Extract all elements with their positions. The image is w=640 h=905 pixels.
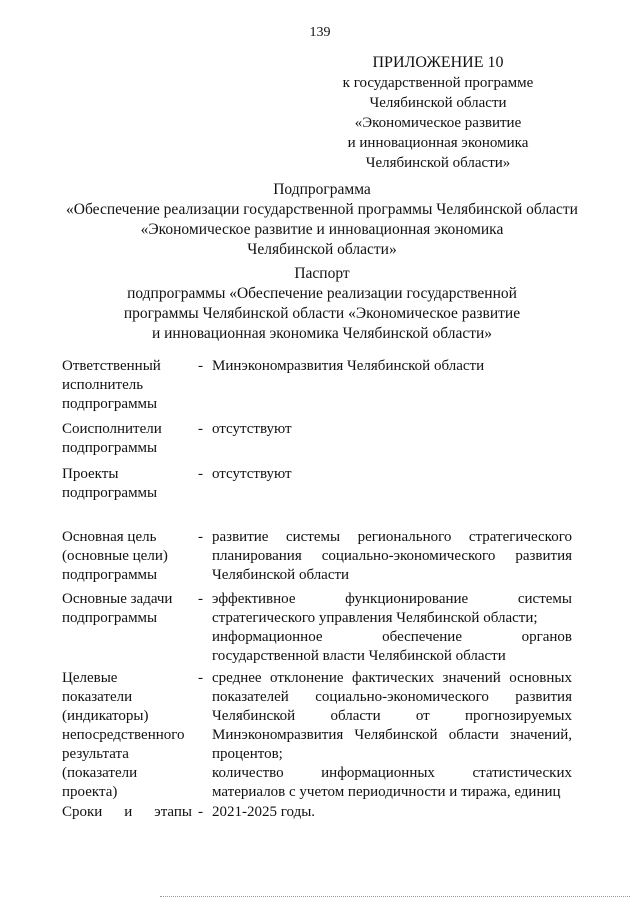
row-dash: -	[198, 670, 203, 686]
footer-divider	[160, 896, 630, 897]
value-line: эффективное функционирование системы	[212, 591, 572, 607]
page-number: 139	[309, 25, 331, 40]
value-line: Минэкономразвития Челябинской области значений,	[212, 727, 572, 743]
passport-line: и инновационная экономика Челябинской области»	[151, 325, 493, 342]
row-value	[212, 465, 572, 484]
appendix-line: «Экономическое развитие	[354, 115, 522, 131]
value-line: количество информационных статистических	[212, 765, 572, 781]
row-dash: -	[198, 358, 203, 374]
value-line: 2021-2025 годы.	[212, 804, 316, 820]
value-line: стратегического управления Челябинской области;	[212, 610, 538, 626]
row-dash: -	[198, 591, 203, 607]
subprogram-heading: Подпрограмма	[273, 181, 371, 198]
appendix-line: к государственной программе	[342, 75, 534, 91]
row-value	[212, 803, 572, 822]
row-dash: -	[198, 529, 203, 545]
value-line: Челябинской области от прогнозируемых	[212, 708, 572, 724]
value-line: материалов с учетом периодичности и тиража, единиц	[212, 784, 561, 800]
appendix-line: Челябинской области»	[365, 155, 511, 171]
subprogram-line: «Экономическое развитие и инновационная экономика	[140, 221, 504, 238]
appendix-line: Челябинской области	[369, 95, 507, 111]
value-line: процентов;	[212, 746, 283, 762]
appendix-header	[300, 53, 576, 173]
value-line: показателей социально-экономического развития	[212, 689, 572, 705]
value-line: отсутствуют	[212, 466, 292, 482]
row-dash: -	[198, 421, 203, 437]
row-label: Целевые показатели (индикаторы) непосредственного результата (показатели проекта)	[62, 670, 185, 800]
subprogram-title	[40, 180, 604, 260]
row-value	[212, 528, 572, 585]
appendix-line: и инновационная экономика	[347, 135, 529, 151]
row-label: Ответственный исполнитель подпрограммы	[62, 358, 161, 412]
value-line: государственной власти Челябинской области	[212, 648, 506, 664]
row-label: Основная цель (основные цели) подпрограммы	[62, 529, 168, 583]
row-dash: -	[198, 804, 203, 820]
passport-title	[40, 264, 604, 344]
row-value	[212, 357, 572, 376]
subprogram-line: Челябинской области»	[247, 241, 397, 258]
passport-line: подпрограммы «Обеспечение реализации государственной	[127, 285, 517, 302]
value-line: информационное обеспечение органов	[212, 629, 572, 645]
row-value	[212, 669, 572, 802]
subprogram-line: «Обеспечение реализации государственной программы Челябинской области	[66, 201, 578, 218]
row-value	[212, 590, 572, 666]
appendix-title: ПРИЛОЖЕНИЕ 10	[372, 54, 504, 71]
row-label: Сроки и этапы	[62, 804, 192, 820]
row-label: Соисполнители подпрограммы	[62, 421, 162, 456]
value-line: отсутствуют	[212, 421, 292, 437]
row-label: Основные задачи подпрограммы	[62, 591, 173, 626]
value-line: Минэкономразвития Челябинской области	[212, 358, 485, 374]
value-line: среднее отклонение фактических значений основных	[212, 670, 572, 686]
value-line: планирования социально-экономического развития	[212, 548, 572, 564]
row-dash: -	[198, 466, 203, 482]
passport-line: программы Челябинской области «Экономическое развитие	[123, 305, 521, 322]
passport-heading: Паспорт	[294, 265, 350, 282]
row-label: Проекты подпрограммы	[62, 466, 158, 501]
value-line: развитие системы регионального стратегического	[212, 529, 572, 545]
value-line: Челябинской области	[212, 567, 350, 583]
row-value	[212, 420, 572, 439]
